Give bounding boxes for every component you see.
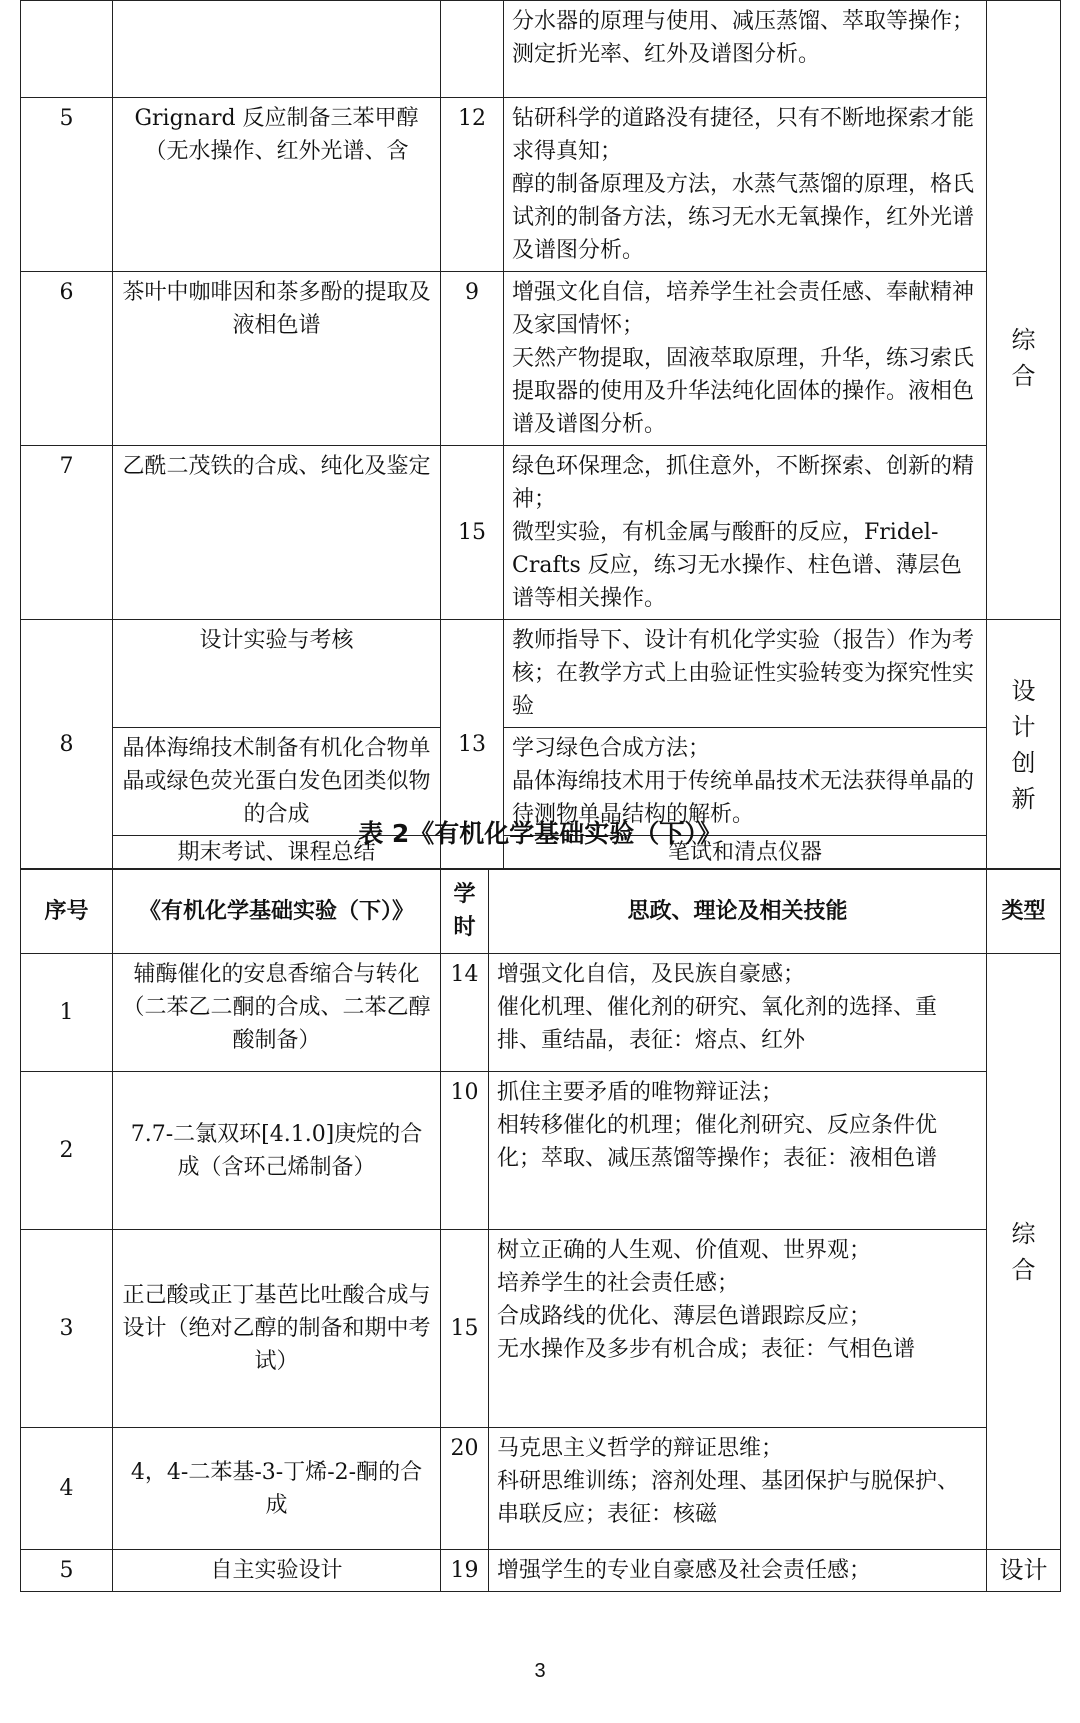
experiment-name: Grignard 反应制备三苯甲醇（无水操作、红外光谱、含 <box>113 98 441 272</box>
experiment-name: 辅酶催化的安息香缩合与转化（二苯乙二酮的合成、二苯乙醇酸制备） <box>113 954 441 1072</box>
content-cell <box>504 1 987 98</box>
content-cell: 增强学生的专业自豪感及社会责任感； <box>489 1550 987 1592</box>
experiment-name: 4，4-二苯基-3-丁烯-2-酮的合成 <box>113 1428 441 1550</box>
content-line: 催化机理、催化剂的研究、氧化剂的选择、重排、重结晶，表征：熔点、红外 <box>497 995 938 1053</box>
table-row <box>21 446 1061 620</box>
hours-cell: 13 <box>441 620 504 870</box>
content-line: 天然产物提取，固液萃取原理，升华，练习索氏提取器的使用及升华法纯化固体的操作。液相色谱及谱图分析。 <box>512 346 975 437</box>
row-number: 6 <box>21 272 113 446</box>
content-cell: 笔试和清点仪器 <box>504 836 987 870</box>
row-number <box>21 1 113 98</box>
header-hours: 学时 <box>441 869 489 954</box>
type-cell-comprehensive <box>987 98 1061 620</box>
content-line: 合成路线的优化、薄层色谱跟踪反应； <box>497 1304 872 1329</box>
content-line: 科研思维训练；溶剂处理、基团保护与脱保护、串联反应；表征：核磁 <box>497 1469 960 1527</box>
content-line: 学习绿色合成方法； <box>512 736 711 761</box>
hours-cell: 15 <box>441 446 504 620</box>
hours-cell: 19 <box>441 1550 489 1592</box>
content-line: 增强文化自信，及民族自豪感； <box>497 962 806 987</box>
row-number: 7 <box>21 446 113 620</box>
hours-cell: 9 <box>441 272 504 446</box>
header-content: 思政、理论及相关技能 <box>489 869 987 954</box>
type-label: 设计创新 <box>1011 676 1036 813</box>
content-cell <box>504 620 987 728</box>
content-line: 树立正确的人生观、价值观、世界观； <box>497 1238 872 1263</box>
experiment-name <box>113 1 441 98</box>
content-line: 晶体海绵技术用于传统单晶技术无法获得单晶的待测物单晶结构的解析。 <box>512 769 975 827</box>
content-cell <box>489 1428 987 1550</box>
hours-cell <box>441 1 504 98</box>
row-number: 2 <box>21 1072 113 1230</box>
table-row <box>21 1230 1061 1428</box>
type-label: 综合 <box>1011 326 1036 391</box>
experiment-name: 乙酰二茂铁的合成、纯化及鉴定 <box>113 446 441 620</box>
table-row <box>21 620 1061 728</box>
experiment-name: 期末考试、课程总结 <box>113 836 441 870</box>
table-row <box>21 1550 1061 1592</box>
content-line: 分水器的原理与使用、减压蒸馏、萃取等操作；测定折光率、红外及谱图分析。 <box>512 9 975 67</box>
row-number: 3 <box>21 1230 113 1428</box>
type-label: 综合 <box>1011 1219 1036 1284</box>
hours-cell: 15 <box>441 1230 489 1428</box>
content-cell <box>504 272 987 446</box>
content-line: 钻研科学的道路没有捷径，只有不断地探索才能求得真知； <box>512 106 975 164</box>
header-type: 类型 <box>987 869 1061 954</box>
table-row <box>21 954 1061 1072</box>
experiment-name: 设计实验与考核 <box>113 620 441 728</box>
type-cell <box>987 1 1061 98</box>
page-number: 3 <box>534 1660 546 1682</box>
content-line: 相转移催化的机理；催化剂研究、反应条件优化；萃取、减压蒸馏等操作；表征：液相色谱 <box>497 1113 938 1171</box>
experiment-name: 正己酸或正丁基芭比吐酸合成与设计（绝对乙醇的制备和期中考试） <box>113 1230 441 1428</box>
content-line: 抓住主要矛盾的唯物辩证法； <box>497 1080 784 1105</box>
content-line: 马克思主义哲学的辩证思维； <box>497 1436 784 1461</box>
experiment-name: 茶叶中咖啡因和茶多酚的提取及液相色谱 <box>113 272 441 446</box>
row-number: 4 <box>21 1428 113 1550</box>
hours-cell: 12 <box>441 98 504 272</box>
row-number: 1 <box>21 954 113 1072</box>
hours-cell: 10 <box>441 1072 489 1230</box>
experiment-name: 自主实验设计 <box>113 1550 441 1592</box>
table-row <box>21 1072 1061 1230</box>
experiment-name: 晶体海绵技术制备有机化合物单晶或绿色荧光蛋白发色团类似物的合成 <box>113 728 441 836</box>
content-cell <box>489 954 987 1072</box>
content-line: 无水操作及多步有机合成；表征：气相色谱 <box>497 1337 916 1362</box>
content-line: 微型实验，有机金属与酸酐的反应，Fridel-Crafts 反应，练习无水操作、柱色谱、薄层色谱等相关操作。 <box>512 520 962 611</box>
row-number: 5 <box>21 1550 113 1592</box>
content-cell <box>504 98 987 272</box>
hours-cell: 20 <box>441 1428 489 1550</box>
header-name: 《有机化学基础实验（下）》 <box>113 869 441 954</box>
content-cell <box>489 1072 987 1230</box>
type-cell-design: 设计 <box>987 1550 1061 1592</box>
experiment-table-2 <box>20 868 1061 1592</box>
content-line: 醇的制备原理及方法，水蒸气蒸馏的原理，格氏试剂的制备方法，练习无水无氧操作，红外光谱及谱图分析。 <box>512 172 975 263</box>
content-cell <box>504 446 987 620</box>
hours-cell: 14 <box>441 954 489 1072</box>
content-line: 增强文化自信，培养学生社会责任感、奉献精神及家国情怀； <box>512 280 975 338</box>
header-number: 序号 <box>21 869 113 954</box>
row-number: 8 <box>21 620 113 870</box>
content-line: 绿色环保理念，抓住意外，不断探索、创新的精神； <box>512 454 975 512</box>
type-cell-comprehensive <box>987 954 1061 1550</box>
table-row <box>21 98 1061 272</box>
table-row <box>21 272 1061 446</box>
experiment-table-1 <box>20 0 1061 870</box>
content-line: 培养学生的社会责任感； <box>497 1271 740 1296</box>
table-caption: 表 2《有机化学基础实验（下）》 <box>358 819 722 848</box>
experiment-name: 7.7-二氯双环[4.1.0]庚烷的合成（含环己烯制备） <box>113 1072 441 1230</box>
row-number: 5 <box>21 98 113 272</box>
table-row <box>21 1 1061 98</box>
content-line: 教师指导下、设计有机化学实验（报告）作为考核；在教学方式上由验证性实验转变为探究性实验 <box>512 628 975 719</box>
table-row <box>21 1428 1061 1550</box>
content-cell <box>489 1230 987 1428</box>
table-header-row <box>21 869 1061 954</box>
